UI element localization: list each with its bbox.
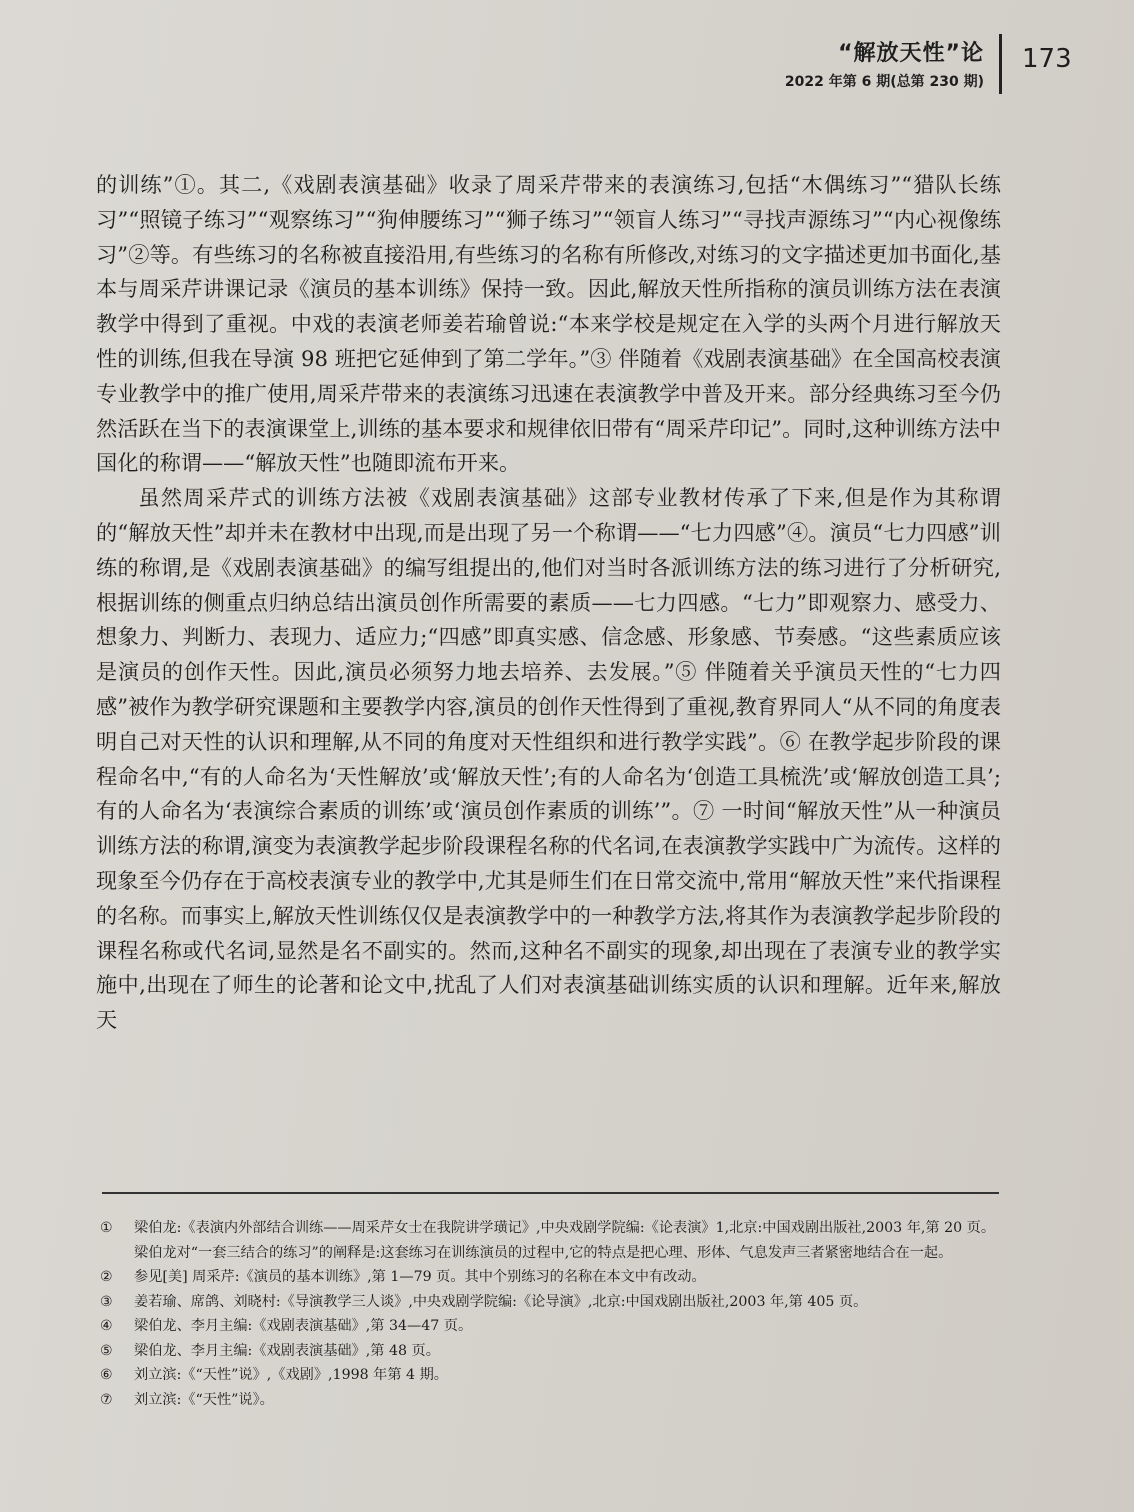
footnote [100, 1314, 1005, 1339]
footnote-text: 梁伯龙、李月主编:《戏剧表演基础》,第 48 页。 [134, 1342, 440, 1359]
footnotes [100, 1216, 1005, 1412]
footnote [100, 1290, 1005, 1315]
footnote-mark: ④ [100, 1318, 113, 1334]
body-paragraph: 的训练”①。其二,《戏剧表演基础》收录了周采芹带来的表演练习,包括“木偶练习”“猎队长练习”“照镜子练习”“观察练习”“狗伸腰练习”“狮子练习”“领盲人练习”“寻找声源练习”“内心视像练习”②等。有些练习的名称被直接沿用,有些练习的名称有所修改,对练习的文字描述更加书面化,基本与周采芹讲课记录《演员的基本训练》保持一致。因此,解放天性所指称的演员训练方法在表演教学中得到了重视。中戏的表演老师姜若瑜曾说:“本来学校是规定在入学的头两个月进行解放天性的训练,但我在导演 98 班把它延伸到了第二学年。”③ 伴随着《戏剧表演基础》在全国高校表演专业教学中的推广使用,周采芹带来的表演练习迅速在表演教学中普及开来。部分经典练习至今仍然活跃在当下的表演课堂上,训练的基本要求和规律依旧带有“周采芹印记”。同时,这种训练方法中国化的称谓——“解放天性”也随即流布开来。 [96, 172, 1001, 476]
footnote-mark: ① [100, 1220, 113, 1236]
footnote-text: 梁伯龙:《表演内外部结合训练——周采芹女士在我院讲学璜记》,中央戏剧学院编:《论表演》1,北京:中国戏剧出版社,2003 年,第 20 页。梁伯龙对“一套三结合的练习”的阐释是:这套练习在训练演员的过程中,它的特点是把心理、形体、气息发声三者紧密地结合在一起。 [134, 1220, 996, 1261]
footnote-text: 姜若瑜、席鸽、刘晓村:《导演教学三人谈》,中央戏剧学院编:《论导演》,北京:中国戏剧出版社,2003 年,第 405 页。 [134, 1293, 868, 1310]
running-head [785, 36, 984, 91]
header-divider [999, 34, 1002, 94]
footnote-mark: ③ [100, 1293, 113, 1310]
footnote [100, 1216, 1005, 1265]
footnote [100, 1339, 1005, 1364]
footnote-divider [102, 1192, 999, 1194]
footnote-mark: ⑤ [100, 1342, 113, 1359]
footnote-mark: ⑥ [100, 1367, 113, 1383]
footnote-text: 参见[美] 周采芹:《演员的基本训练》,第 1—79 页。其中个别练习的名称在本文中有改动。 [134, 1269, 706, 1285]
issue-info: 2022 年第 6 期(总第 230 期) [784, 74, 984, 90]
footnote [100, 1388, 1005, 1413]
body-text [96, 168, 1001, 1038]
footnote [100, 1265, 1005, 1290]
page-number: 173 [1022, 44, 1072, 74]
running-title: “解放天性”论 [838, 41, 984, 66]
footnote-text: 刘立滨:《“天性”说》,《戏剧》,1998 年第 4 期。 [134, 1367, 448, 1383]
footnote-mark: ② [100, 1269, 113, 1285]
footnote-text: 梁伯龙、李月主编:《戏剧表演基础》,第 34—47 页。 [134, 1318, 473, 1334]
footnote-mark: ⑦ [100, 1391, 113, 1408]
body-paragraph: 虽然周采芹式的训练方法被《戏剧表演基础》这部专业教材传承了下来,但是作为其称谓的“解放天性”却并未在教材中出现,而是出现了另一个称谓——“七力四感”④。演员“七力四感”训练的称谓,是《戏剧表演基础》的编写组提出的,他们对当时各派训练方法的练习进行了分析研究,根据训练的侧重点归纳总结出演员创作所需要的素质——七力四感。“七力”即观察力、感受力、想象力、判断力、表现力、适应力;“四感”即真实感、信念感、形象感、节奏感。“这些素质应该是演员的创作天性。因此,演员必须努力地去培养、去发展。”⑤ 伴随着关乎演员天性的“七力四感”被作为教学研究课题和主要教学内容,演员的创作天性得到了重视,教育界同人“从不同的角度表明自己对天性的认识和理解,从不同的角度对天性组织和进行教学实践”。⑥ 在教学起步阶段的课程命名中,“有的人命名为‘天性解放’或‘解放天性’;有的人命名为‘创造工具梳洗’或‘解放创造工具’;有的人命名为‘表演综合素质的训练’或‘演员创作素质的训练’”。⑦ 一时间“解放天性”从一种演员训练方法的称谓,演变为表演教学起步阶段课程名称的代名词,在表演教学实践中广为流传。这样的现象至今仍存在于高校表演专业的教学中,尤其是师生们在日常交流中,常用“解放天性”来代指课程的名称。而事实上,解放天性训练仅仅是表演教学中的一种教学方法,将其作为表演教学起步阶段的课程名称或代名词,显然是名不副实的。然而,这种名不副实的现象,却出现在了表演专业的教学实施中,出现在了师生的论著和论文中,扰乱了人们对表演基础训练实质的认识和理解。近年来,解放天 [96, 485, 1001, 1033]
footnote [100, 1363, 1005, 1388]
footnote-text: 刘立滨:《“天性”说》。 [134, 1391, 274, 1408]
